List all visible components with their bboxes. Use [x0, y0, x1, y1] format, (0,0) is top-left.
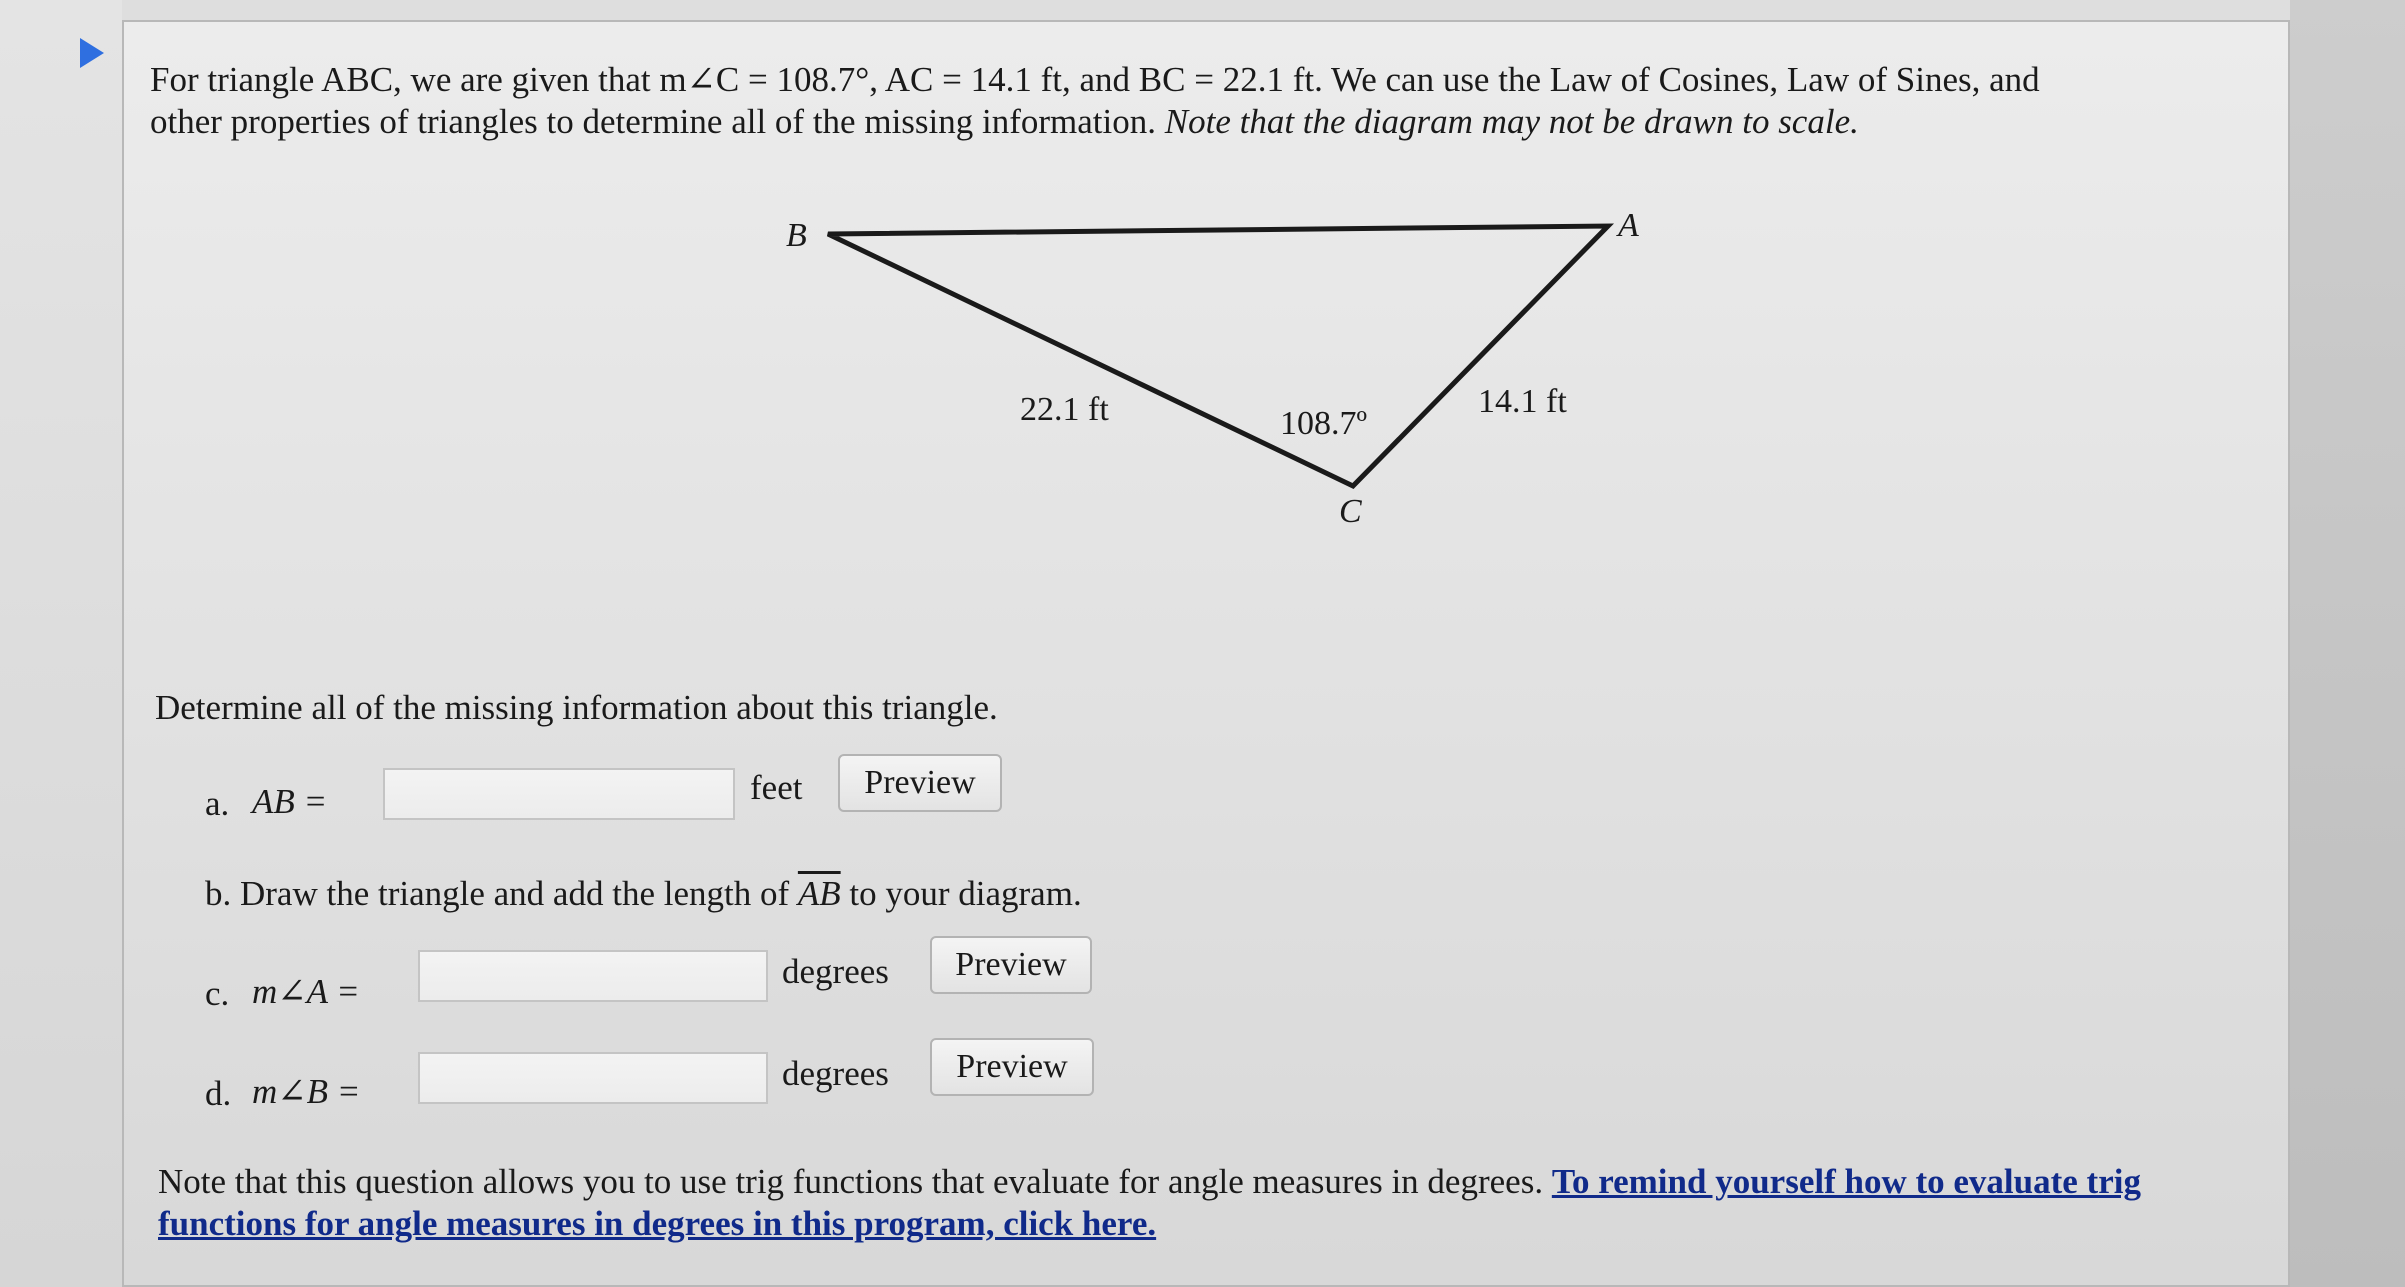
part-b-prefix: b. [205, 874, 232, 913]
preview-button-a[interactable]: Preview [838, 754, 1002, 812]
part-d-unit: degrees [782, 1054, 889, 1093]
part-b-text-after: to your diagram. [840, 874, 1082, 913]
right-margin [2290, 0, 2405, 1287]
problem-statement-line-1: For triangle ABC, we are given that m∠C = 108.7°, AC = 14.1 ft, and BC = 22.1 ft. We can use the Law of Cosines, Law of Sines, and [150, 60, 2040, 99]
trig-help-link-continued[interactable]: functions for angle measures in degrees in this program, click here. [158, 1204, 1157, 1243]
part-d-label: m∠B = [252, 1072, 361, 1111]
ab-length-input[interactable] [383, 768, 735, 820]
left-margin [0, 0, 122, 1287]
part-b-text [205, 872, 1082, 916]
part-a-prefix: a. [205, 784, 230, 823]
part-d-prefix: d. [205, 1074, 232, 1113]
instruction-text: Determine all of the missing information about this triangle. [155, 688, 998, 727]
collapse-toggle-icon[interactable] [80, 38, 104, 68]
trig-note-line-2 [158, 1202, 1156, 1246]
part-c-prefix: c. [205, 974, 230, 1013]
vertex-a-label: A [1618, 207, 1639, 244]
preview-button-d[interactable]: Preview [930, 1038, 1094, 1096]
side-bc-label: 22.1 ft [1020, 391, 1109, 428]
angle-b-input[interactable] [418, 1052, 768, 1104]
scale-note: Note that the diagram may not be drawn to scale. [1164, 102, 1859, 141]
trig-note-line-1 [158, 1160, 2141, 1204]
part-b-text-before: Draw the triangle and add the length of [240, 874, 798, 913]
part-a-label: AB = [252, 782, 328, 821]
side-ac-label: 14.1 ft [1478, 383, 1567, 420]
segment-ab-label: $\overline{AB}$ [797, 874, 841, 913]
part-c-unit: degrees [782, 952, 889, 991]
problem-statement-text: other properties of triangles to determine all of the missing information. [150, 102, 1165, 141]
preview-button-c[interactable]: Preview [930, 936, 1092, 994]
vertex-b-label: B [786, 217, 807, 254]
problem-statement-line-2 [150, 100, 1859, 144]
trig-help-link[interactable]: To remind yourself how to evaluate trig [1551, 1162, 2141, 1201]
vertex-c-label: C [1339, 493, 1362, 530]
angle-a-input[interactable] [418, 950, 768, 1002]
part-c-label: m∠A = [252, 972, 360, 1011]
trig-note-text: Note that this question allows you to use trig functions that evaluate for angle measures in degrees. [158, 1162, 1552, 1201]
part-a-unit: feet [750, 768, 803, 807]
angle-c-label: 108.7º [1280, 405, 1368, 442]
